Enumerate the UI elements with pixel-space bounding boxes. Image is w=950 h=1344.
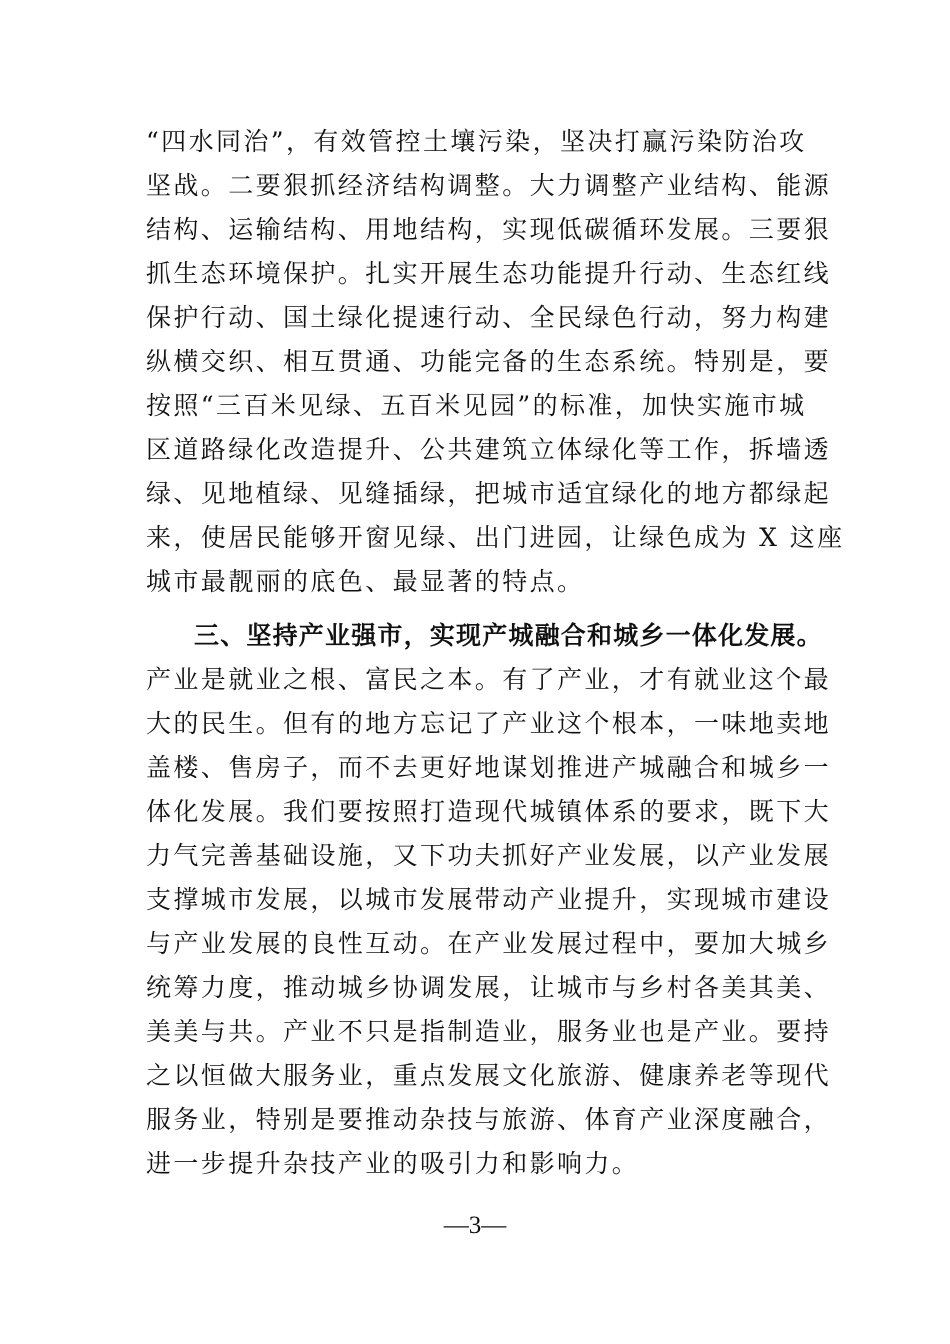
page-number: —3— — [443, 1212, 507, 1239]
body-text-line: 按照“三百米见绿、五百米见园”的标准，加快实施市城 — [146, 391, 807, 420]
body-text-line: 坚战。二要狠抓经济结构调整。大力调整产业结构、能源 — [146, 171, 832, 200]
body-text-line: 美美与共。产业不只是指制造业，服务业也是产业。要持 — [146, 1017, 832, 1046]
body-text-line: 抓生态环境保护。扎实开展生态功能提升行动、生态红线 — [146, 259, 832, 288]
body-text-line: 进一步提升杂技产业的吸引力和影响力。 — [146, 1149, 640, 1178]
body-text-line: 纵横交织、相互贯通、功能完备的生态系统。特别是，要 — [146, 347, 832, 376]
body-text-line: 统筹力度，推动城乡协调发展，让城市与乡村各美其美、 — [146, 973, 832, 1002]
body-text-line: 大的民生。但有的地方忘记了产业这个根本，一味地卖地 — [146, 709, 832, 738]
body-text-line: 来，使居民能够开窗见绿、出门进园，让绿色成为 X 这座 — [146, 523, 845, 552]
body-text-line: 产业是就业之根、富民之本。有了产业，才有就业这个最 — [146, 665, 832, 694]
body-text-line: 城市最靓丽的底色、最显著的特点。 — [146, 567, 585, 596]
body-text-line: 保护行动、国土绿化提速行动、全民绿色行动，努力构建 — [146, 303, 832, 332]
body-text-line: 结构、运输结构、用地结构，实现低碳循环发展。三要狠 — [146, 215, 832, 244]
body-text-line: 体化发展。我们要按照打造现代城镇体系的要求，既下大 — [146, 797, 832, 826]
body-text-line: 服务业，特别是要推动杂技与旅游、体育产业深度融合， — [146, 1105, 832, 1134]
body-text-line: 绿、见地植绿、见缝插绿，把城市适宜绿化的地方都绿起 — [146, 479, 832, 508]
body-text-line: 之以恒做大服务业，重点发展文化旅游、健康养老等现代 — [146, 1061, 832, 1090]
body-text-line: 力气完善基础设施，又下功夫抓好产业发展，以产业发展 — [146, 841, 832, 870]
body-text-line: 盖楼、售房子，而不去更好地谋划推进产城融合和城乡一 — [146, 753, 832, 782]
body-text-line: 与产业发展的良性互动。在产业发展过程中，要加大城乡 — [146, 929, 832, 958]
body-text-line: 支撑城市发展，以城市发展带动产业提升，实现城市建设 — [146, 885, 832, 914]
body-text-line: 区道路绿化改造提升、公共建筑立体绿化等工作，拆墙透 — [146, 435, 832, 464]
body-text-line: “四水同治”，有效管控土壤污染，坚决打赢污染防治攻 — [146, 127, 807, 156]
section-heading: 三、坚持产业强市，实现产城融合和城乡一体化发展。 — [194, 621, 823, 650]
